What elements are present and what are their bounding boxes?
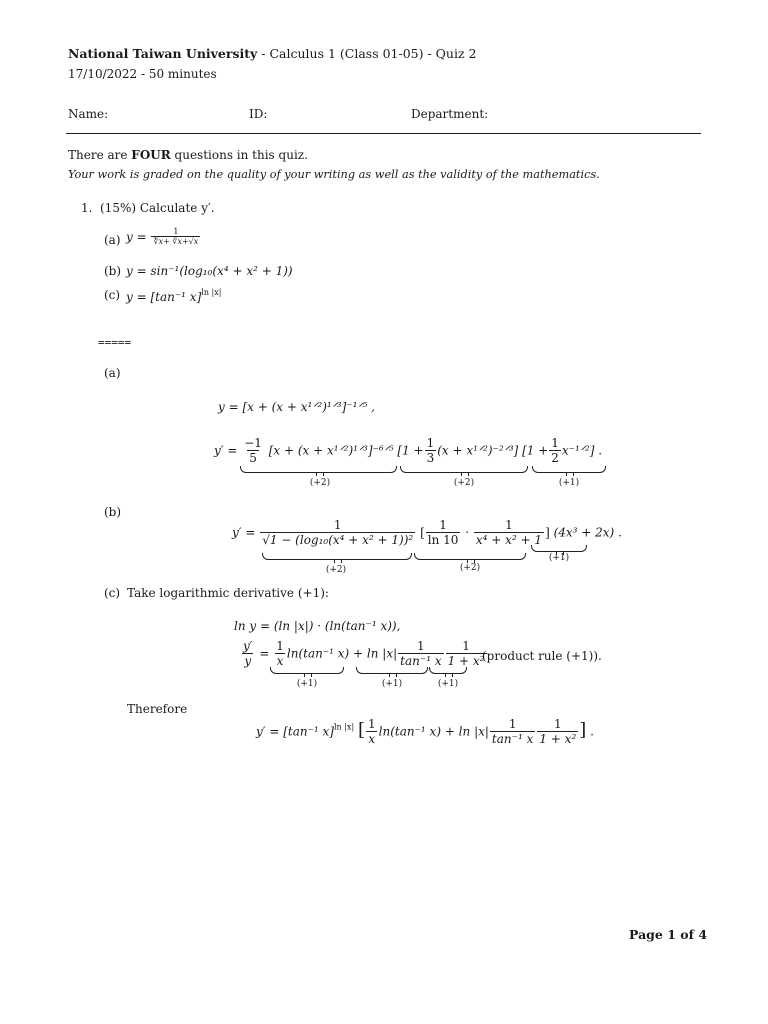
brace-a-1 [240, 466, 397, 473]
a-frac-3 [549, 437, 561, 465]
final-lhs: y′ = [tan⁻¹ x] [256, 724, 334, 739]
a-term-1: [x + (x + x¹ᐟ²)¹ᐟ³]⁻⁶ᐟ⁵ [268, 443, 394, 458]
final-frac-2-num: 1 [508, 717, 517, 731]
part-a-lhs: y = [126, 230, 147, 245]
header-divider [66, 133, 701, 134]
course-info: - Calculus 1 (Class 01-05) - Quiz 2 [257, 46, 477, 61]
part-c-exponent: ln |x| [201, 288, 222, 297]
brace-c-3 [429, 667, 467, 674]
date-duration: 17/10/2022 - 50 minutes [68, 67, 217, 81]
c-frac-3 [446, 640, 487, 668]
part-a-label: (a) [104, 233, 121, 247]
a-frac-3-den: 2 [551, 450, 559, 465]
solution-a-line2 [214, 437, 602, 465]
c-frac-3-num: 1 [462, 639, 470, 653]
final-frac-3 [537, 718, 578, 746]
final-frac-3-num: 1 [553, 717, 562, 731]
solution-c-text: Take logarithmic derivative (+1): [127, 586, 329, 600]
question-text: (15%) Calculate y′. [100, 201, 215, 215]
solution-a-label: (a) [104, 366, 121, 380]
name-label: Name: [68, 107, 109, 121]
part-c-equation [126, 288, 221, 304]
b-dot: · [465, 525, 470, 540]
a-term-3: [1 + [522, 443, 549, 458]
points-b-2: (+2) [459, 563, 481, 573]
brace-b-3 [531, 545, 587, 552]
c-frac-1-den: x [276, 653, 284, 668]
part-c-base: y = [tan⁻¹ x] [126, 290, 202, 304]
final-answer: y′ = [tan⁻¹ x]$^{ln |x|}$ [ $\frac{1}{x}$ ln(tan⁻¹ x) + ln |x| $\frac{1}{\text{tan⁻¹ x}}$ $\frac{1}{\text{1 + x²}}$ ] . [256, 717, 594, 746]
part-c-label: (c) [104, 288, 121, 302]
final-exponent: ln |x| [333, 722, 355, 732]
therefore-text: Therefore [127, 702, 188, 716]
intro-post: questions in this quiz. [170, 148, 308, 162]
university-name: National Taiwan University [68, 46, 258, 61]
part-a-fraction [151, 228, 200, 247]
points-c-1: (+1) [296, 679, 318, 689]
brace-c-2 [356, 667, 428, 674]
c-frac-3-den: 1 + x² [447, 653, 485, 668]
solution-c-line1: ln y = (ln |x|) · (ln(tan⁻¹ x)), [234, 619, 401, 633]
brace-b-1 [262, 553, 412, 560]
points-a-3: (+1) [558, 478, 580, 488]
c-eq: = [259, 646, 270, 661]
points-a-1: (+2) [309, 478, 331, 488]
part-b-equation: y = sin⁻¹(log₁₀(x⁴ + x² + 1)) [126, 264, 293, 278]
a-frac-2-num: 1 [426, 436, 435, 450]
b-tail: (4x³ + 2x) . [553, 525, 622, 540]
a-frac-2 [425, 437, 437, 465]
brace-a-3 [532, 466, 606, 473]
final-frac-1-den: x [368, 731, 376, 746]
c-frac-2 [398, 640, 443, 668]
solution-b-label: (b) [104, 505, 122, 519]
final-frac-3-den: 1 + x² [539, 731, 577, 746]
b-frac-1 [260, 519, 415, 547]
a-term-3-rest: x⁻¹ᐟ²] . [561, 443, 603, 458]
b-frac-3-num: 1 [505, 518, 513, 532]
brace-a-2 [400, 466, 528, 473]
points-b-1: (+2) [325, 565, 347, 575]
c-lhs-frac [241, 640, 255, 668]
b-frac-3-den: x⁴ + x² + 1 [475, 532, 543, 547]
a-term-2-rest: (x + x¹ᐟ²)⁻²ᐟ³] [437, 443, 519, 458]
part-b-label: (b) [104, 264, 122, 278]
a-frac-2-den: 3 [426, 450, 435, 465]
part-a-equation [126, 228, 201, 247]
b-frac-2-num: 1 [439, 518, 447, 532]
c-frac-2-den: tan⁻¹ x [400, 653, 442, 668]
c-lhs-num: y′ [243, 639, 253, 653]
final-end: . [590, 724, 594, 739]
a-frac-1-den: 5 [249, 450, 257, 465]
intro-pre: There are [68, 148, 132, 162]
points-c-2: (+1) [381, 679, 403, 689]
b-frac-3 [474, 519, 544, 547]
department-label: Department: [411, 107, 489, 121]
b-frac-2 [426, 519, 461, 547]
solution-c-label: (c) [104, 586, 121, 600]
b-frac-2-den: ln 10 [427, 532, 459, 547]
brace-b-2 [414, 553, 526, 560]
c-term-1: ln(tan⁻¹ x) + ln |x| [286, 646, 398, 661]
final-frac-1 [366, 718, 378, 746]
solution-b-line: y′ = $\frac{1}{\text{√1 − (log₁₀(x⁴ + x² + 1))²}}$ [ $\frac{1}{\ln 10}$ · $\frac{1}{\text{x⁴ + x² + 1}}$ ] (4x³ + 2x) . [232, 518, 622, 547]
b-lhs: y′ = [232, 525, 256, 540]
solution-a-line1: y = [x + (x + x¹ᐟ²)¹ᐟ³]⁻¹ᐟ⁵ , [218, 400, 375, 414]
b-frac-1-den: √1 − (log₁₀(x⁴ + x² + 1))² [262, 532, 414, 547]
a-frac-1 [242, 437, 264, 465]
final-frac-2 [490, 718, 535, 746]
solution-c-line2 [240, 640, 488, 668]
page-number: Page 1 of 4 [629, 927, 708, 942]
grading-note: Your work is graded on the quality of your writing as well as the validity of the mathematics. [68, 168, 600, 181]
intro-bold: FOUR [131, 148, 171, 162]
question-number: 1. [81, 201, 93, 215]
brace-c-1 [270, 667, 344, 674]
c-lhs-den: y [244, 653, 252, 668]
part-a-den: ∜x+ ∛x+√x [153, 237, 199, 247]
c-frac-2-num: 1 [417, 639, 425, 653]
intro-line [68, 148, 308, 162]
id-label: ID: [249, 107, 268, 121]
a-frac-1-num: −1 [244, 436, 262, 450]
points-a-2: (+2) [453, 478, 475, 488]
a-lhs: y′ = [214, 443, 238, 458]
a-term-2: [1 + [397, 443, 424, 458]
points-c-3: (+1) [437, 679, 459, 689]
c-frac-1-num: 1 [276, 639, 284, 653]
part-a-num: 1 [173, 227, 179, 236]
final-term-1: ln(tan⁻¹ x) + ln |x| [378, 724, 489, 739]
final-frac-2-den: tan⁻¹ x [491, 731, 534, 746]
final-frac-1-num: 1 [368, 717, 376, 731]
a-frac-3-num: 1 [551, 436, 559, 450]
product-rule-note: (product rule (+1)). [482, 649, 602, 663]
separator: ===== [98, 336, 132, 349]
points-b-3: (+1) [548, 553, 570, 563]
b-frac-1-num: 1 [333, 518, 342, 532]
c-frac-1 [274, 640, 286, 668]
header-title [68, 46, 476, 61]
